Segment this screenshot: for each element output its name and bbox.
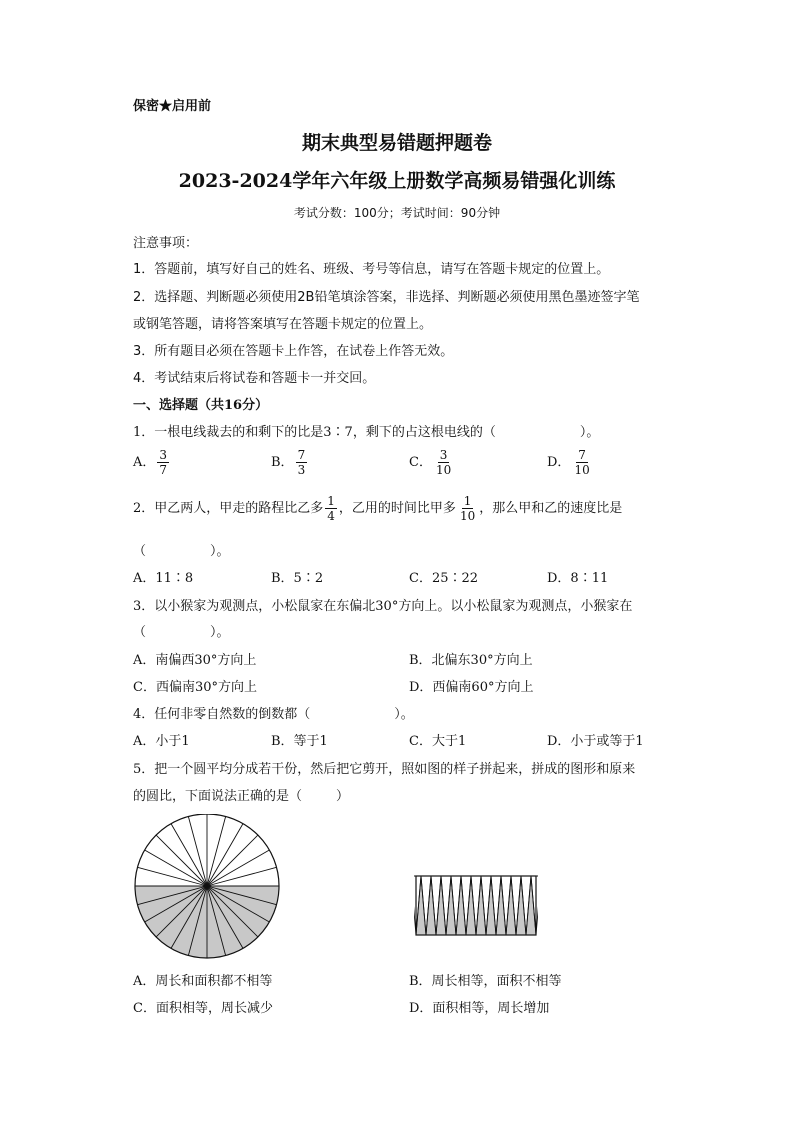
sector-line (207, 816, 226, 886)
shaded-sector (466, 876, 476, 935)
shaded-sector (416, 876, 426, 935)
shaded-sector (446, 876, 456, 935)
option-a: A．周长和面积都不相等 (133, 974, 273, 989)
section-title: 一、选择题（共16分） (133, 398, 269, 413)
question-1-stem (133, 421, 599, 440)
question-3-stem: 3．以小猴家为观测点，小松鼠家在东偏北30°方向上。以小松鼠家为观测点，小猴家在 (133, 599, 633, 614)
option-c: C．面积相等，周长减少 (133, 1001, 273, 1016)
question-1-close: ）。 (579, 425, 600, 440)
fraction: $\frac{1}{4}$ (327, 494, 335, 523)
option-d: D．面积相等，周长增加 (409, 1001, 550, 1016)
question-3-answer: （ ）。 (133, 625, 230, 640)
exam-title: 期末典型易错题押题卷 (301, 132, 492, 154)
question-5-stem-line-2: 的圆比，下面说法正确的是（ ） (133, 789, 350, 804)
question-5-stem-line-1: 5．把一个圆平均分成若干份，然后把它剪开，照如图的样子拼起来，拼成的图形和原来 (133, 762, 636, 777)
notes-heading: 注意事项： (133, 236, 199, 251)
shaded-sector (456, 876, 466, 935)
rearranged-sectors (414, 876, 538, 935)
rearranged-rectangle-figure (414, 873, 538, 937)
shaded-sector (426, 876, 436, 935)
note-4: 4．考试结束后将试卷和答题卡一并交回。 (133, 371, 376, 386)
option-d: D．小于或等于1 (547, 734, 644, 749)
option-d: D． $\frac{7}{10}$ (547, 448, 590, 477)
sector-line (137, 867, 207, 886)
fraction: $\frac{3}{7}$ (159, 448, 168, 477)
shaded-sector (486, 876, 496, 935)
shaded-sector (476, 876, 486, 935)
note-2-line-2: 或钢笔答题，请将答案填写在答题卡规定的位置上。 (133, 317, 433, 332)
sector-line (207, 867, 277, 886)
option-c: C．西偏南30°方向上 (133, 680, 257, 695)
note-2-line-1: 2．选择题、判断题必须使用2B铅笔填涂答案，非选择、判断题必须使用黑色墨迹签字笔 (133, 290, 640, 305)
fraction: $\frac{3}{10}$ (435, 448, 452, 477)
shaded-sector (436, 876, 446, 935)
option-b: B．5∶2 (271, 571, 324, 586)
option-d: D．西偏南60°方向上 (409, 680, 534, 695)
shaded-sector (496, 876, 506, 935)
option-c: C．大于1 (409, 734, 467, 749)
option-c: C． $\frac{3}{10}$ (409, 448, 452, 477)
question-2-stem: 2．甲乙两人，甲走的路程比乙多 $\frac{1}{4}$ ，乙用的时间比甲多 $\frac{1}{10}$ ，那么甲和乙的速度比是 (133, 494, 623, 523)
question-4-stem: 4．任何非零自然数的倒数都（ ）。 (133, 707, 414, 722)
exam-info: 考试分数：100分；考试时间：90分钟 (293, 206, 501, 220)
confidential-mark: 保密★启用前 (133, 99, 212, 114)
sector-line (188, 816, 207, 886)
note-3: 3．所有题目必须在答题卡上作答，在试卷上作答无效。 (133, 344, 454, 359)
exam-subtitle: 2023-2024学年六年级上册数学高频易错强化训练 (178, 170, 616, 192)
note-1: 1．答题前，填写好自己的姓名、班级、考号等信息，请写在答题卡规定的位置上。 (133, 262, 610, 277)
option-c: C．25∶22 (409, 571, 479, 586)
option-b: B．等于1 (271, 734, 328, 749)
divided-circle-figure (132, 814, 282, 962)
shaded-sector (506, 876, 516, 935)
option-d: D．8∶11 (547, 571, 609, 586)
fraction: $\frac{7}{3}$ (297, 448, 306, 477)
question-1-text: 1．一根电线裁去的和剩下的比是3∶7，剩下的占这根电线的（ (133, 425, 496, 440)
fraction: $\frac{1}{10}$ (459, 494, 476, 523)
option-b: B．北偏东30°方向上 (409, 653, 533, 668)
shaded-sector (526, 876, 536, 935)
option-a: A．小于1 (133, 734, 190, 749)
fraction: $\frac{7}{10}$ (574, 448, 590, 477)
question-2-answer: （ ）。 (133, 544, 230, 559)
option-a: A． $\frac{3}{7}$ (133, 448, 168, 477)
option-a: A．南偏西30°方向上 (133, 653, 257, 668)
option-b: B． $\frac{7}{3}$ (271, 448, 306, 477)
option-a: A．11∶8 (133, 571, 194, 586)
option-b: B．周长相等，面积不相等 (409, 974, 562, 989)
shaded-sector (516, 876, 526, 935)
